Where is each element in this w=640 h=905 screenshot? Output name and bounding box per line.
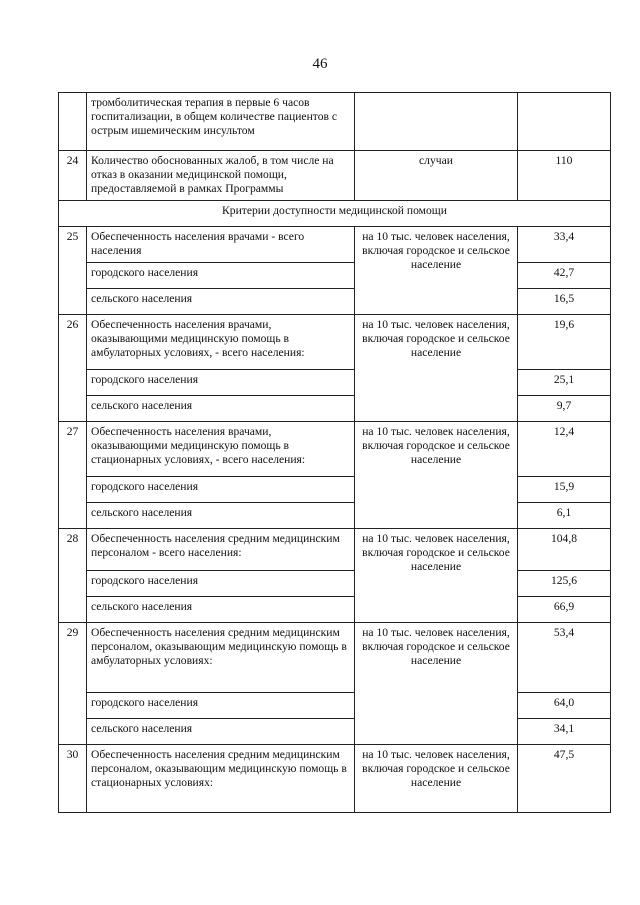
row-number: 27	[59, 422, 87, 529]
table-row	[59, 315, 611, 370]
indicator-text: сельского населения	[87, 289, 355, 315]
section-title: Критерии доступности медицинской помощи	[59, 201, 611, 227]
unit-text: на 10 тыс. человек населения, включая городское и сельское население	[355, 227, 518, 315]
table-row	[59, 503, 611, 529]
page-number: 46	[312, 56, 328, 72]
table-row	[59, 263, 611, 289]
value-text: 25,1	[518, 370, 611, 396]
row-number: 28	[59, 529, 87, 623]
indicator-text: тромболитическая терапия в первые 6 часов госпитализации, в общем количестве пациентов с острым ишемическим инсультом	[87, 93, 355, 151]
table-row	[59, 93, 611, 151]
unit-text: на 10 тыс. человек населения, включая городское и сельское население	[355, 623, 518, 745]
indicator-text: Обеспеченность населения средним медицинским персоналом, оказывающим медицинскую помощь в амбулаторных условиях:	[87, 623, 355, 693]
row-number: 30	[59, 745, 87, 813]
indicator-text: Обеспеченность населения средним медицинским персоналом - всего населения:	[87, 529, 355, 571]
table-row	[59, 623, 611, 693]
value-text: 64,0	[518, 693, 611, 719]
table-row	[59, 227, 611, 263]
value-text: 16,5	[518, 289, 611, 315]
value-text: 15,9	[518, 477, 611, 503]
value-text: 47,5	[518, 745, 611, 813]
indicator-text: сельского населения	[87, 503, 355, 529]
indicator-text: городского населения	[87, 263, 355, 289]
value-text: 104,8	[518, 529, 611, 571]
table-row	[59, 422, 611, 477]
row-number: 26	[59, 315, 87, 422]
value-text: 33,4	[518, 227, 611, 263]
table-row	[59, 396, 611, 422]
indicator-text: Обеспеченность населения врачами - всего населения	[87, 227, 355, 263]
table-row	[59, 529, 611, 571]
row-number: 29	[59, 623, 87, 745]
value-text: 12,4	[518, 422, 611, 477]
value-text: 9,7	[518, 396, 611, 422]
criteria-table	[58, 92, 611, 813]
value-text: 110	[518, 151, 611, 201]
value-text: 6,1	[518, 503, 611, 529]
table-row	[59, 151, 611, 201]
indicator-text: городского населения	[87, 370, 355, 396]
table-row	[59, 289, 611, 315]
table-row	[59, 745, 611, 813]
value-text: 34,1	[518, 719, 611, 745]
indicator-text: сельского населения	[87, 396, 355, 422]
unit-text: на 10 тыс. человек населения, включая городское и сельское население	[355, 422, 518, 529]
row-number: 24	[59, 151, 87, 201]
unit-text: случаи	[355, 151, 518, 201]
value-text	[518, 93, 611, 151]
indicator-text: Обеспеченность населения средним медицинским персоналом, оказывающим медицинскую помощь в стационарных условиях:	[87, 745, 355, 813]
unit-text: на 10 тыс. человек населения, включая городское и сельское население	[355, 745, 518, 813]
table-row	[59, 597, 611, 623]
indicator-text: городского населения	[87, 477, 355, 503]
indicator-text: сельского населения	[87, 597, 355, 623]
table-row	[59, 571, 611, 597]
table-row	[59, 370, 611, 396]
table-row	[59, 477, 611, 503]
table-row	[59, 693, 611, 719]
indicator-text: Количество обоснованных жалоб, в том числе на отказ в оказании медицинской помощи, предоставляемой в рамках Программы	[87, 151, 355, 201]
unit-text: на 10 тыс. человек населения, включая городское и сельское население	[355, 315, 518, 422]
section-row	[59, 201, 611, 227]
value-text: 125,6	[518, 571, 611, 597]
indicator-text: Обеспеченность населения врачами, оказывающими медицинскую помощь в стационарных условиях, - всего населения:	[87, 422, 355, 477]
indicator-text: Обеспеченность населения врачами, оказывающими медицинскую помощь в амбулаторных условиях, - всего населения:	[87, 315, 355, 370]
indicator-text: городского населения	[87, 693, 355, 719]
indicator-text: городского населения	[87, 571, 355, 597]
indicator-text: сельского населения	[87, 719, 355, 745]
value-text: 66,9	[518, 597, 611, 623]
row-number: 25	[59, 227, 87, 315]
table-row	[59, 719, 611, 745]
value-text: 19,6	[518, 315, 611, 370]
value-text: 42,7	[518, 263, 611, 289]
unit-text: на 10 тыс. человек населения, включая городское и сельское население	[355, 529, 518, 623]
row-number	[59, 93, 87, 151]
unit-text	[355, 93, 518, 151]
value-text: 53,4	[518, 623, 611, 693]
